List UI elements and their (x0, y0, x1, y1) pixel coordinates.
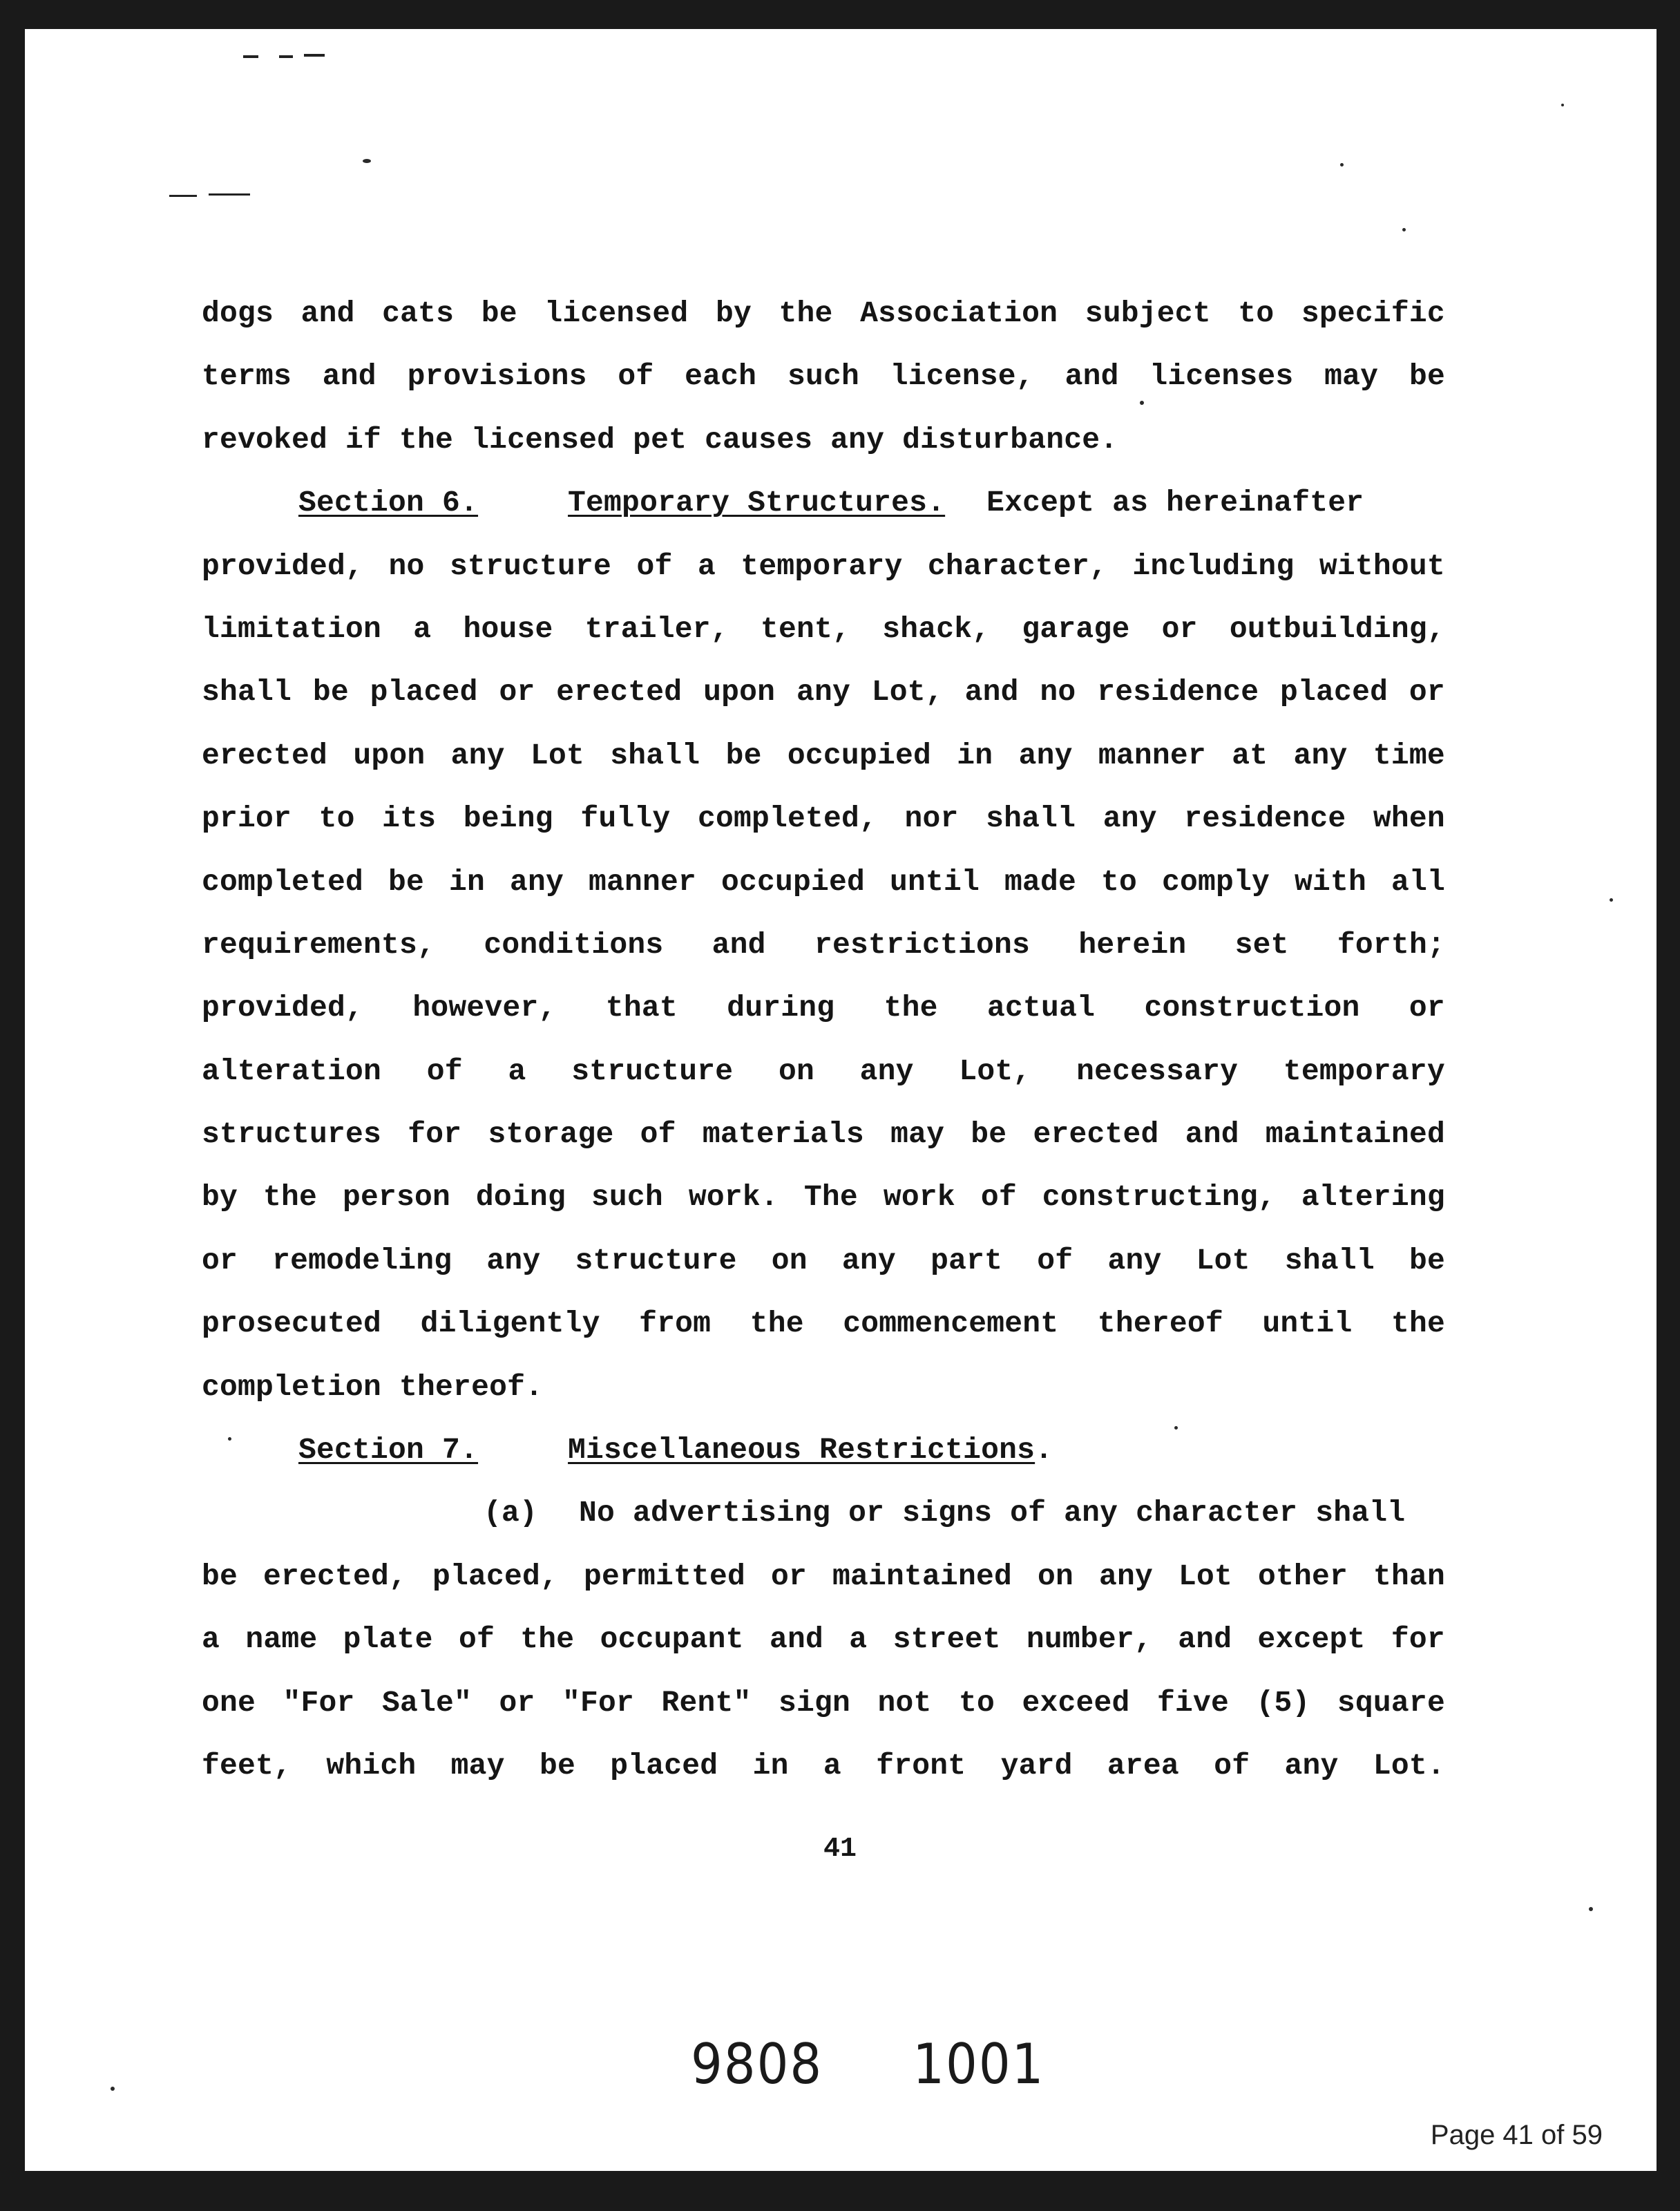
word: terms (202, 359, 292, 394)
word: actual (987, 991, 1096, 1025)
word: a (508, 1054, 526, 1088)
text-line (202, 787, 1445, 850)
word: and (322, 359, 376, 394)
word: all (1391, 864, 1445, 899)
text-line (202, 282, 1445, 345)
word: with (1294, 864, 1366, 899)
word: cats (382, 296, 455, 330)
word: except (1257, 1622, 1366, 1657)
word: of (458, 1622, 495, 1657)
word: and (1178, 1622, 1232, 1657)
word: diligently (420, 1307, 600, 1341)
word: specific (1301, 296, 1445, 330)
word: restrictions (814, 927, 1031, 962)
word: completed (202, 864, 364, 899)
word: and (769, 1622, 823, 1657)
word: character, (927, 549, 1107, 583)
section-7-title: Miscellaneous Restrictions (568, 1433, 1035, 1468)
word: provisions (407, 359, 587, 394)
word: or (1409, 991, 1445, 1025)
word: the (262, 1180, 317, 1215)
word: until (1262, 1307, 1353, 1341)
word: exceed (1022, 1685, 1130, 1720)
word: by (715, 296, 752, 330)
stamp-page-number: 1001 (913, 2031, 1045, 2097)
word: be (539, 1748, 575, 1783)
word: Lot (1196, 1243, 1250, 1278)
word: structure (571, 1054, 734, 1088)
word: placed (1280, 675, 1388, 710)
word: may (1324, 359, 1379, 394)
word: square (1337, 1685, 1445, 1720)
scan-speck (1561, 104, 1564, 106)
word: The (803, 1180, 858, 1215)
text-line: revoked if the licensed pet causes any disturbance. (202, 422, 1118, 457)
word: including (1132, 549, 1295, 583)
word: area (1107, 1748, 1179, 1783)
word: alteration (202, 1054, 382, 1088)
word: in (449, 864, 486, 899)
word: to (958, 1685, 995, 1720)
word: any (859, 1054, 914, 1088)
word: trailer, (584, 611, 729, 646)
scan-mark (279, 55, 293, 58)
word: occupied (720, 864, 866, 899)
document-body (202, 282, 1445, 1797)
word: house (463, 611, 553, 646)
section-6-heading (202, 471, 1445, 534)
word: placed, (432, 1559, 559, 1593)
text-line (202, 1545, 1445, 1608)
word: manner (1098, 738, 1206, 772)
word: be (388, 864, 425, 899)
word: be (725, 738, 762, 772)
word: or (771, 1559, 808, 1593)
word: in (752, 1748, 789, 1783)
word: or (499, 1685, 535, 1720)
word: be (481, 296, 517, 330)
word: garage (1022, 611, 1130, 646)
section-7-title-end: . (1035, 1433, 1053, 1468)
word: be (312, 675, 349, 710)
word: occupant (600, 1622, 744, 1657)
word: any (796, 675, 850, 710)
word: without (1319, 549, 1445, 583)
word: any (486, 1243, 541, 1278)
word: its (382, 801, 437, 836)
word: prosecuted (202, 1307, 382, 1341)
word: storage (488, 1117, 614, 1152)
stamp-book-number: 9808 (691, 2031, 823, 2097)
word: a (697, 549, 716, 583)
word: licensed (544, 296, 689, 330)
word: Lot, (959, 1054, 1031, 1088)
word: residence (1184, 801, 1346, 836)
word: erected, (262, 1559, 408, 1593)
section-6-label: Section 6. (298, 486, 479, 520)
word: fully (580, 801, 671, 836)
word: the (1391, 1307, 1445, 1341)
word: maintained (832, 1559, 1013, 1593)
subsection-a (202, 1481, 1445, 1544)
word: be (971, 1117, 1007, 1152)
word: such (591, 1180, 663, 1215)
word: for (1391, 1622, 1445, 1657)
word: of (426, 1054, 463, 1088)
word: and (712, 927, 766, 962)
word: set (1234, 927, 1289, 962)
word: Association (860, 296, 1058, 330)
word: than (1373, 1559, 1445, 1593)
word: one (202, 1685, 256, 1720)
word: subject (1085, 296, 1211, 330)
section-7-heading (202, 1418, 1445, 1481)
word: the (779, 296, 833, 330)
word: during (727, 991, 835, 1025)
word: Lot, (871, 675, 944, 710)
word: the (520, 1622, 575, 1657)
word: of (636, 549, 673, 583)
word: number, (1026, 1622, 1152, 1657)
word: construction (1144, 991, 1360, 1025)
word: altering (1301, 1180, 1445, 1215)
word: that (605, 991, 678, 1025)
scan-speck (1340, 163, 1344, 167)
word: be (1409, 359, 1445, 394)
word: any (841, 1243, 896, 1278)
text-line (202, 661, 1445, 723)
word: maintained (1265, 1117, 1445, 1152)
word: of (1214, 1748, 1250, 1783)
text-line (202, 1292, 1445, 1355)
recording-stamp (691, 2031, 1044, 2096)
word: temporary (741, 549, 903, 583)
word: be (202, 1559, 238, 1593)
word: time (1373, 738, 1445, 772)
word: conditions (484, 927, 664, 962)
word: shall (202, 675, 292, 710)
word: upon (703, 675, 776, 710)
text-line (202, 598, 1445, 661)
word: or (1161, 611, 1198, 646)
word: shall (1284, 1243, 1375, 1278)
word: comply (1161, 864, 1270, 899)
word: shall (610, 738, 700, 772)
word: to (318, 801, 355, 836)
word: part (930, 1243, 1003, 1278)
word: residence (1097, 675, 1259, 710)
word: nor (904, 801, 959, 836)
word: which (326, 1748, 417, 1783)
word: provided, (202, 991, 364, 1025)
word: (5) (1256, 1685, 1310, 1720)
scan-speck (363, 159, 371, 163)
word: prior (202, 801, 292, 836)
word: Lot (530, 738, 584, 772)
word: materials (702, 1117, 864, 1152)
word: plate (343, 1622, 433, 1657)
word: when (1373, 801, 1445, 836)
text-line (202, 1103, 1445, 1166)
text-line (202, 913, 1445, 976)
word: made (1004, 864, 1077, 899)
word: not (877, 1685, 932, 1720)
word: a (823, 1748, 841, 1783)
word: "For (562, 1685, 634, 1720)
text-line: completion thereof. (202, 1369, 544, 1404)
word: on (1038, 1559, 1074, 1593)
word: or (1409, 675, 1445, 710)
word: until (889, 864, 980, 899)
word: from (639, 1307, 712, 1341)
text-line (202, 976, 1445, 1039)
word: erected (1033, 1117, 1159, 1152)
scan-mark (304, 54, 325, 57)
word: permitted (584, 1559, 746, 1593)
word: a (413, 611, 432, 646)
word: structures (202, 1117, 382, 1152)
word: doing (475, 1180, 566, 1215)
word: structure (575, 1243, 737, 1278)
word: manner (588, 864, 696, 899)
word: placed (610, 1748, 718, 1783)
word: of (640, 1117, 676, 1152)
word: "For (283, 1685, 355, 1720)
text-line (202, 1608, 1445, 1671)
word: name (245, 1622, 318, 1657)
word: thereof (1097, 1307, 1223, 1341)
word: work. (688, 1180, 779, 1215)
word: constructing, (1042, 1180, 1276, 1215)
word: licenses (1149, 359, 1294, 394)
scan-speck (1610, 898, 1613, 902)
text-line (202, 724, 1445, 787)
word: to (1100, 864, 1137, 899)
text-line (202, 345, 1445, 408)
word: license, (890, 359, 1034, 394)
text-line (202, 1040, 1445, 1103)
word: work (883, 1180, 955, 1215)
word: the (750, 1307, 804, 1341)
text-line (202, 1671, 1445, 1734)
scan-mark (243, 55, 258, 58)
word: sign (778, 1685, 850, 1720)
subsection-a-text: No advertising or signs of any character shall (579, 1496, 1406, 1530)
word: any (1107, 1243, 1162, 1278)
word: no (388, 549, 425, 583)
word: by (202, 1180, 238, 1215)
word: Rent" (661, 1685, 752, 1720)
scan-speck (111, 2087, 115, 2091)
word: in (957, 738, 993, 772)
word: erected (556, 675, 682, 710)
word: occupied (787, 738, 931, 772)
word: no (1040, 675, 1076, 710)
word: structure (449, 549, 612, 583)
word: any (1284, 1748, 1339, 1783)
word: a (849, 1622, 868, 1657)
word: of (618, 359, 654, 394)
word: requirements, (202, 927, 436, 962)
word: the (884, 991, 938, 1025)
word: and (1065, 359, 1119, 394)
word: any (1099, 1559, 1154, 1593)
word: however, (412, 991, 557, 1025)
word: temporary (1283, 1054, 1445, 1088)
word: a (202, 1622, 220, 1657)
word: necessary (1076, 1054, 1239, 1088)
word: limitation (202, 611, 382, 646)
word: each (685, 359, 757, 394)
word: shall (986, 801, 1076, 836)
text-line (202, 1734, 1445, 1797)
word: for (408, 1117, 462, 1152)
word: of (1037, 1243, 1073, 1278)
word: and (300, 296, 355, 330)
word: any (509, 864, 564, 899)
word: feet, (202, 1748, 292, 1783)
word: front (876, 1748, 966, 1783)
word: person (342, 1180, 450, 1215)
word: on (778, 1054, 814, 1088)
word: of (980, 1180, 1017, 1215)
word: upon (353, 738, 426, 772)
word: or (202, 1243, 238, 1278)
word: be (1409, 1243, 1445, 1278)
scan-speck (1589, 1907, 1593, 1911)
word: and (964, 675, 1019, 710)
text-line (202, 851, 1445, 913)
word: erected (202, 738, 328, 772)
scan-speck (1402, 228, 1406, 231)
word: any (1018, 738, 1073, 772)
word: outbuilding, (1229, 611, 1445, 646)
subsection-a-marker: (a) (484, 1496, 538, 1530)
word: forth; (1337, 927, 1445, 962)
word: being (463, 801, 553, 836)
word: any (1293, 738, 1348, 772)
text-line (202, 1229, 1445, 1292)
word: placed (370, 675, 478, 710)
word: Lot. (1373, 1748, 1445, 1783)
word: any (450, 738, 505, 772)
word: remodeling (272, 1243, 452, 1278)
word: to (1238, 296, 1275, 330)
word: at (1232, 738, 1268, 772)
word: and (1185, 1117, 1239, 1152)
word: dogs (202, 296, 274, 330)
section-7-label: Section 7. (298, 1433, 479, 1468)
word: may (450, 1748, 505, 1783)
word: yard (1000, 1748, 1073, 1783)
word: may (890, 1117, 945, 1152)
scan-mark (169, 195, 197, 197)
word: tent, (760, 611, 850, 646)
word: herein (1078, 927, 1187, 962)
word: street (892, 1622, 1001, 1657)
word: completed, (697, 801, 877, 836)
word: shack, (882, 611, 991, 646)
section-6-text: Except as hereinafter (986, 486, 1364, 520)
word: commencement (843, 1307, 1059, 1341)
text-line (202, 1166, 1445, 1228)
word: other (1257, 1559, 1348, 1593)
section-6-title: Temporary Structures. (568, 486, 946, 520)
word: provided, (202, 549, 364, 583)
word: on (771, 1243, 808, 1278)
text-line (202, 535, 1445, 598)
word: five (1156, 1685, 1229, 1720)
word: or (499, 675, 535, 710)
word: such (787, 359, 859, 394)
word: Sale" (381, 1685, 472, 1720)
page-indicator: Page 41 of 59 (1430, 2120, 1603, 2150)
word: any (1102, 801, 1157, 836)
word: Lot (1178, 1559, 1232, 1593)
scan-mark (209, 193, 250, 196)
page-number: 41 (823, 1834, 857, 1865)
